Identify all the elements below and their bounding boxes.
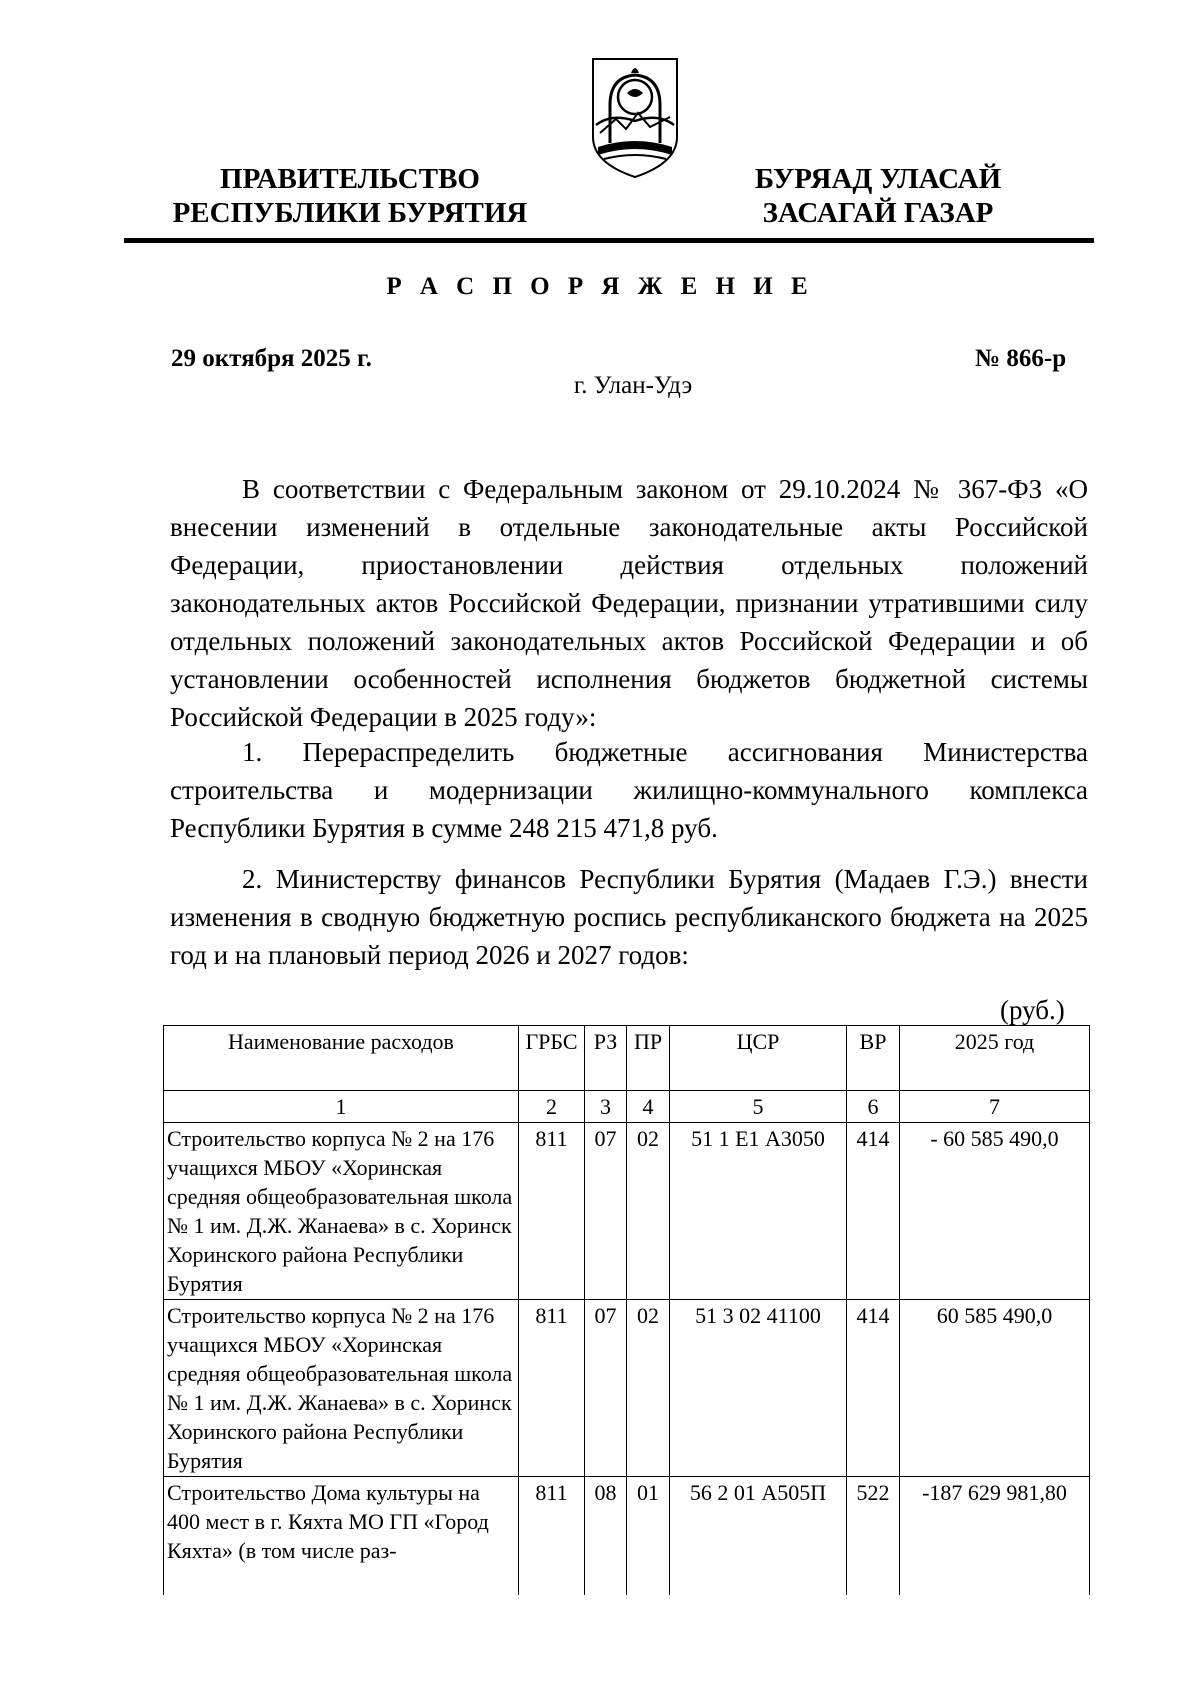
preamble-paragraph: В соответствии с Федеральным законом от 29.10.2024 № 367-ФЗ «О внесении изменений в отдельные законодательные акты Российской Федерации, приостановлении действия отдельных положений законодательных актов Российской Федерации, признании утратившими силу отдельных положений законодательных актов Российской Федерации и об установлении особенностей исполнения бюджетов бюджетной системы Российской Федерации в 2025 году»: [170, 474, 1088, 732]
expense-name-cell: Строительство Дома культуры на 400 мест в г. Кяхта МО ГП «Город Кяхта» (в том числе раз- [164, 1477, 519, 1596]
header-cell: ВР [847, 1026, 900, 1091]
org-name-bua-line2: ЗАСАГАЙ ГАЗАР [762, 197, 994, 229]
document-city: г. Улан-Удэ [573, 372, 693, 399]
rz-cell: 08 [585, 1477, 627, 1596]
amount-cell: - 60 585 490,0 [900, 1123, 1090, 1300]
column-number-cell: 3 [585, 1091, 627, 1123]
column-number-cell: 6 [847, 1091, 900, 1123]
budget-table [163, 1025, 1090, 1595]
csr-cell: 51 1 Е1 А3050 [670, 1123, 847, 1300]
header-cell: Наименование расходов [164, 1026, 519, 1091]
table-row [164, 1123, 1090, 1300]
pr-cell: 01 [627, 1477, 670, 1596]
rz-cell: 07 [585, 1300, 627, 1477]
org-name-ru-line1: ПРАВИТЕЛЬСТВО [220, 163, 480, 195]
coat-of-arms-icon [590, 55, 680, 180]
column-number-cell: 1 [164, 1091, 519, 1123]
vr-cell: 414 [847, 1123, 900, 1300]
vr-cell: 522 [847, 1477, 900, 1596]
org-name-ru [150, 162, 550, 230]
header-cell: ГРБС [519, 1026, 585, 1091]
column-number-cell: 2 [519, 1091, 585, 1123]
column-numbers-row [164, 1091, 1090, 1123]
column-number-cell: 5 [670, 1091, 847, 1123]
expense-name-cell: Строительство корпуса № 2 на 176 учащихся МБОУ «Хоринская средняя общеобразовательная школа № 1 им. Д.Ж. Жанаева» в с. Хоринск Хоринского района Республики Бурятия [164, 1300, 519, 1477]
org-name-bua [718, 162, 1038, 230]
document-number: № 866-р [975, 345, 1067, 372]
table-header-row [164, 1026, 1090, 1091]
pr-cell: 02 [627, 1300, 670, 1477]
pr-cell: 02 [627, 1123, 670, 1300]
csr-cell: 56 2 01 А505П [670, 1477, 847, 1596]
org-name-bua-line1: БУРЯАД УЛАСАЙ [754, 163, 1002, 195]
org-name-ru-line2: РЕСПУБЛИКИ БУРЯТИЯ [172, 197, 528, 229]
item-1-paragraph: 1. Перераспределить бюджетные ассигнования Министерства строительства и модернизации жилищно-коммунального комплекса Республики Бурятия в сумме 248 215 471,8 руб. [170, 737, 1088, 843]
table-row [164, 1300, 1090, 1477]
item-2-paragraph: 2. Министерству финансов Республики Бурятия (Мадаев Г.Э.) внести изменения в сводную бюджетную роспись республиканского бюджета на 2025 год и на плановый период 2026 и 2027 годов: [170, 864, 1088, 970]
header-cell: РЗ [585, 1026, 627, 1091]
currency-unit: (руб.) [1000, 995, 1065, 1025]
csr-cell: 51 3 02 41100 [670, 1300, 847, 1477]
rz-cell: 07 [585, 1123, 627, 1300]
vr-cell: 414 [847, 1300, 900, 1477]
header-cell: 2025 год [900, 1026, 1090, 1091]
expense-name-cell: Строительство корпуса № 2 на 176 учащихся МБОУ «Хоринская средняя общеобразовательная школа № 1 им. Д.Ж. Жанаева» в с. Хоринск Хоринского района Республики Бурятия [164, 1123, 519, 1300]
document-date: 29 октября 2025 г. [171, 345, 372, 372]
amount-cell: -187 629 981,80 [900, 1477, 1090, 1596]
header-cell: ЦСР [670, 1026, 847, 1091]
table-row [164, 1477, 1090, 1596]
document-type: Р А С П О Р Я Ж Е Н И Е [386, 273, 814, 300]
amount-cell: 60 585 490,0 [900, 1300, 1090, 1477]
grbs-cell: 811 [519, 1477, 585, 1596]
grbs-cell: 811 [519, 1123, 585, 1300]
column-number-cell: 7 [900, 1091, 1090, 1123]
header-cell: ПР [627, 1026, 670, 1091]
column-number-cell: 4 [627, 1091, 670, 1123]
grbs-cell: 811 [519, 1300, 585, 1477]
header-divider [124, 238, 1094, 243]
